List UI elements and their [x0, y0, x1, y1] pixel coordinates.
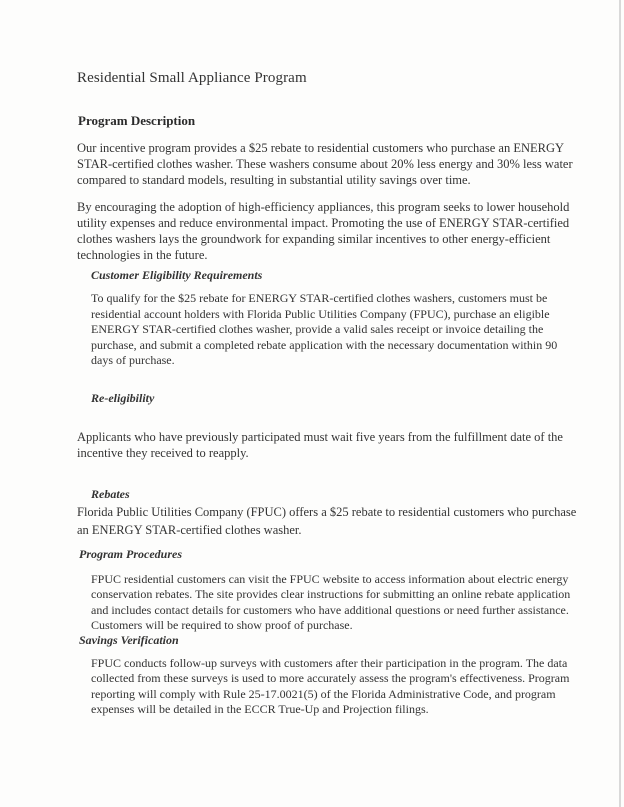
eligibility-text: To qualify for the $25 rebate for ENERGY STAR-certified clothes washers, customers must be residential account holders with Florida Public Utilities Company (FPUC), purchase an eligible ENERGY STAR-certified clothes washer, provide a valid sales receipt or invoice detailing the purchase, and submit a completed rebate application with the necessary documentation within 90 days of purchase. — [91, 291, 558, 368]
program-description-paragraph-1: Our incentive program provides a $25 rebate to residential customers who purchase an ENERGY STAR-certified clothes washer. These washers consume about 20% less energy and 30% less water compared to standard models, resulting in substantial utility savings over time. — [77, 141, 573, 187]
savings-verification-text: FPUC conducts follow-up surveys with customers after their participation in the program. The data collected from these surveys is used to more accurately assess the program's effectiveness. Program reporting will comply with Rule 25-17.0021(5) of the Florida Administrative Code, and program expenses will be detailed in the ECCR True-Up and Projection filings. — [91, 656, 570, 717]
savings-verification-heading: Savings Verification — [79, 633, 179, 647]
program-description-paragraph-2: By encouraging the adoption of high-efficiency appliances, this program seeks to lower household utility expenses and reduce environmental impact. Promoting the use of ENERGY STAR-certified clothes washers lays the groundwork for expanding similar incentives to other energy-efficient technologies in the future. — [77, 200, 570, 262]
reeligibility-heading: Re-eligibility — [91, 391, 155, 405]
reeligibility-text: Applicants who have previously participated must wait five years from the fulfillment date of the incentive they received to reapply. — [77, 430, 563, 460]
procedures-text: FPUC residential customers can visit the FPUC website to access information about electric energy conservation rebates. The site provides clear instructions for submitting an online rebate application and includes contact details for customers who have additional questions or need further assistance. Customers will be required to show proof of purchase. — [91, 572, 571, 633]
procedures-heading: Program Procedures — [79, 547, 182, 561]
rebates-heading: Rebates — [91, 487, 130, 501]
page-edge-divider — [619, 0, 621, 807]
document-title: Residential Small Appliance Program — [77, 70, 307, 86]
program-description-heading: Program Description — [78, 113, 196, 128]
rebates-text: Florida Public Utilities Company (FPUC) offers a $25 rebate to residential customers who purchase an ENERGY STAR-certified clothes washer. — [77, 505, 577, 537]
eligibility-heading: Customer Eligibility Requirements — [91, 268, 263, 282]
